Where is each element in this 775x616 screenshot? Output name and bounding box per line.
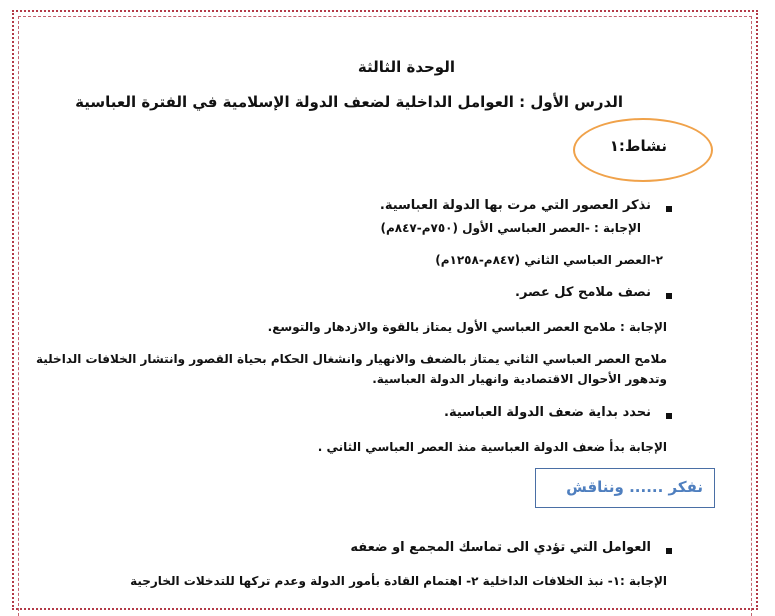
- discussion-answer: الإجابة :١- نبذ الخلافات الداخلية ٢- اهتمام القادة بأمور الدولة وعدم تركها للتدخلات الخارجية: [130, 574, 667, 588]
- question-2: نصف ملامح كل عصر.: [515, 285, 651, 300]
- activity-label: نشاط:١: [609, 137, 667, 155]
- discussion-question: العوامل التي تؤدي الى تماسك المجمع او ضعفه: [350, 540, 651, 555]
- answer-3-line-1: الإجابة بدأ ضعف الدولة العباسية منذ العصر العباسي الثاني .: [317, 440, 667, 454]
- lesson-title: الدرس الأول : العوامل الداخلية لضعف الدولة الإسلامية في الفترة العباسية: [75, 93, 623, 111]
- answer-1-line-2: ٢-العصر العباسي الثاني (٨٤٧م-١٢٥٨م): [435, 253, 663, 267]
- answer-1-line-1: الإجابة : -العصر العباسي الأول (٧٥٠م-٨٤٧م): [380, 221, 641, 235]
- answer-2-line-1: الإجابة : ملامح العصر العباسي الأول يمتاز بالقوة والازدهار والتوسع.: [267, 320, 667, 334]
- unit-title: الوحدة الثالثة: [357, 58, 455, 76]
- bullet-icon: [666, 206, 672, 212]
- question-1: نذكر العصور التي مرت بها الدولة العباسية.: [379, 198, 651, 213]
- answer-2-line-2: ملامح العصر العباسي الثاني يمتاز بالضعف والانهيار وانشغال الحكام بحياة القصور وانتشار الخلافات الداخلية: [35, 352, 667, 366]
- bullet-icon: [666, 548, 672, 554]
- bullet-icon: [666, 293, 672, 299]
- bullet-icon: [666, 413, 672, 419]
- question-3: نحدد بداية ضعف الدولة العباسية.: [444, 405, 651, 420]
- answer-2-line-3: وتدهور الأحوال الاقتصادية وانهيار الدولة العباسية.: [372, 372, 667, 386]
- think-label: نفكر ...... ونناقش: [566, 478, 703, 496]
